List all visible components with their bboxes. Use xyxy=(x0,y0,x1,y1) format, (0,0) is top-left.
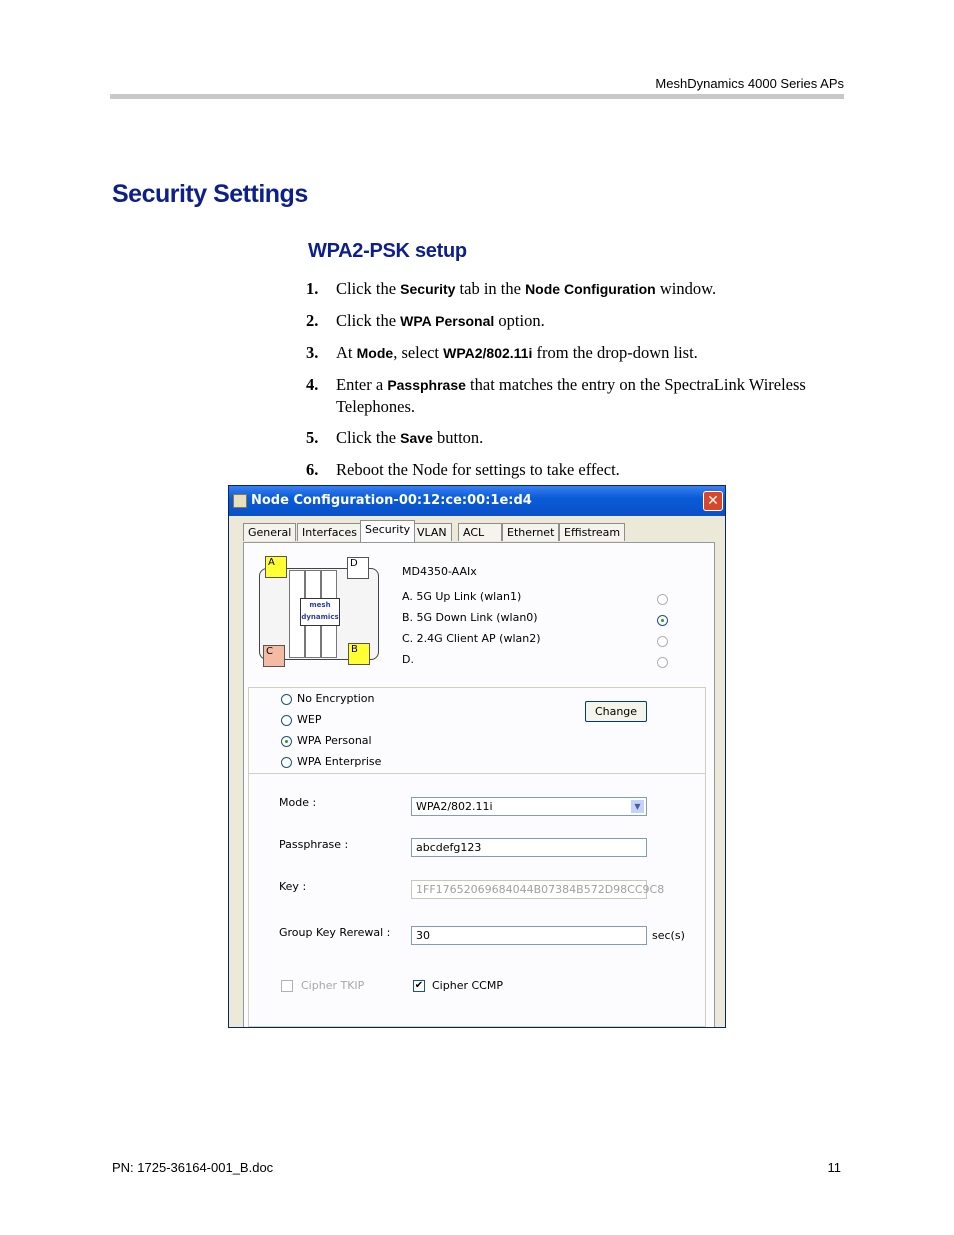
passphrase-label: Passphrase : xyxy=(279,838,349,851)
interface-label: A. 5G Up Link (wlan1) xyxy=(402,590,522,603)
tab-vlan[interactable]: VLAN xyxy=(412,523,452,541)
interface-radio[interactable] xyxy=(657,657,668,668)
step: 3. At Mode, select WPA2/802.11i from the drop-down list. xyxy=(306,343,698,362)
key-input: 1FF17652069684044B07384B572D98CC9C8 xyxy=(411,880,647,899)
subsection-title: WPA2-PSK setup xyxy=(308,240,467,262)
step: 6. Reboot the Node for settings to take effect. xyxy=(306,460,620,479)
wpa-enterprise-radio[interactable] xyxy=(281,757,292,768)
cipher-ccmp-label: Cipher CCMP xyxy=(432,979,503,992)
interface-radio[interactable] xyxy=(657,594,668,605)
window-icon xyxy=(233,494,247,508)
step: 5. Click the Save button. xyxy=(306,428,484,447)
change-button[interactable]: Change xyxy=(585,701,647,722)
interface-label: C. 2.4G Client AP (wlan2) xyxy=(402,632,541,645)
node-port-b[interactable]: B xyxy=(348,643,370,665)
mode-select[interactable]: WPA2/802.11i ▼ xyxy=(411,797,647,816)
mode-label: Mode : xyxy=(279,796,317,809)
step: 2. Click the WPA Personal option. xyxy=(306,311,545,330)
key-label: Key : xyxy=(279,880,307,893)
header-rule xyxy=(110,94,844,99)
step: 4. Enter a Passphrase that matches the entry on the SpectraLink Wireless Telephones. xyxy=(306,375,806,416)
mesh-dynamics-logo: mesh dynamics xyxy=(300,598,340,626)
tab-acl[interactable]: ACL xyxy=(458,523,502,541)
node-configuration-dialog xyxy=(228,485,726,1028)
node-port-a[interactable]: A xyxy=(265,556,287,578)
interface-label: D. xyxy=(402,653,414,666)
cipher-ccmp-checkbox[interactable]: ✔ xyxy=(414,980,424,991)
wep-radio[interactable] xyxy=(281,715,292,726)
tab-security[interactable]: Security xyxy=(360,520,415,542)
chevron-down-icon[interactable]: ▼ xyxy=(630,799,645,814)
node-port-d[interactable]: D xyxy=(347,557,369,579)
running-header: MeshDynamics 4000 Series APs xyxy=(655,76,844,91)
step: 1. Click the Security tab in the Node Configuration window. xyxy=(306,279,717,298)
wpa-personal-radio[interactable] xyxy=(281,736,292,747)
cipher-tkip-checkbox xyxy=(281,980,293,992)
footer-part-number: PN: 1725-36164-001_B.doc xyxy=(112,1160,274,1175)
tab-effistream[interactable]: Effistream xyxy=(559,523,625,541)
group-key-unit: sec(s) xyxy=(652,929,685,942)
cipher-tkip-label: Cipher TKIP xyxy=(301,979,365,992)
passphrase-input[interactable]: abcdefg123 xyxy=(411,838,647,857)
interface-radio[interactable] xyxy=(657,636,668,647)
page-number: 11 xyxy=(827,1160,841,1175)
group-key-renewal-input[interactable]: 30 xyxy=(411,926,647,945)
interface-radio[interactable] xyxy=(657,615,668,626)
tab-ethernet[interactable]: Ethernet xyxy=(502,523,559,541)
section-title: Security Settings xyxy=(112,180,308,208)
interface-label: B. 5G Down Link (wlan0) xyxy=(402,611,538,624)
no-encryption-label: No Encryption xyxy=(297,692,375,705)
steps-list xyxy=(306,278,806,490)
wpa-enterprise-label: WPA Enterprise xyxy=(297,755,382,768)
tab-interfaces[interactable]: Interfaces xyxy=(297,523,362,541)
wep-label: WEP xyxy=(297,713,322,726)
model-label: MD4350-AAIx xyxy=(402,565,477,578)
node-port-c[interactable]: C xyxy=(263,645,285,667)
close-button[interactable]: ✕ xyxy=(703,491,723,511)
no-encryption-radio[interactable] xyxy=(281,694,292,705)
wpa-personal-label: WPA Personal xyxy=(297,734,372,747)
group-key-renewal-label: Group Key Rerewal : xyxy=(279,926,391,939)
dialog-title: Node Configuration-00:12:ce:00:1e:d4 xyxy=(251,493,532,508)
tab-general[interactable]: General xyxy=(243,523,296,541)
